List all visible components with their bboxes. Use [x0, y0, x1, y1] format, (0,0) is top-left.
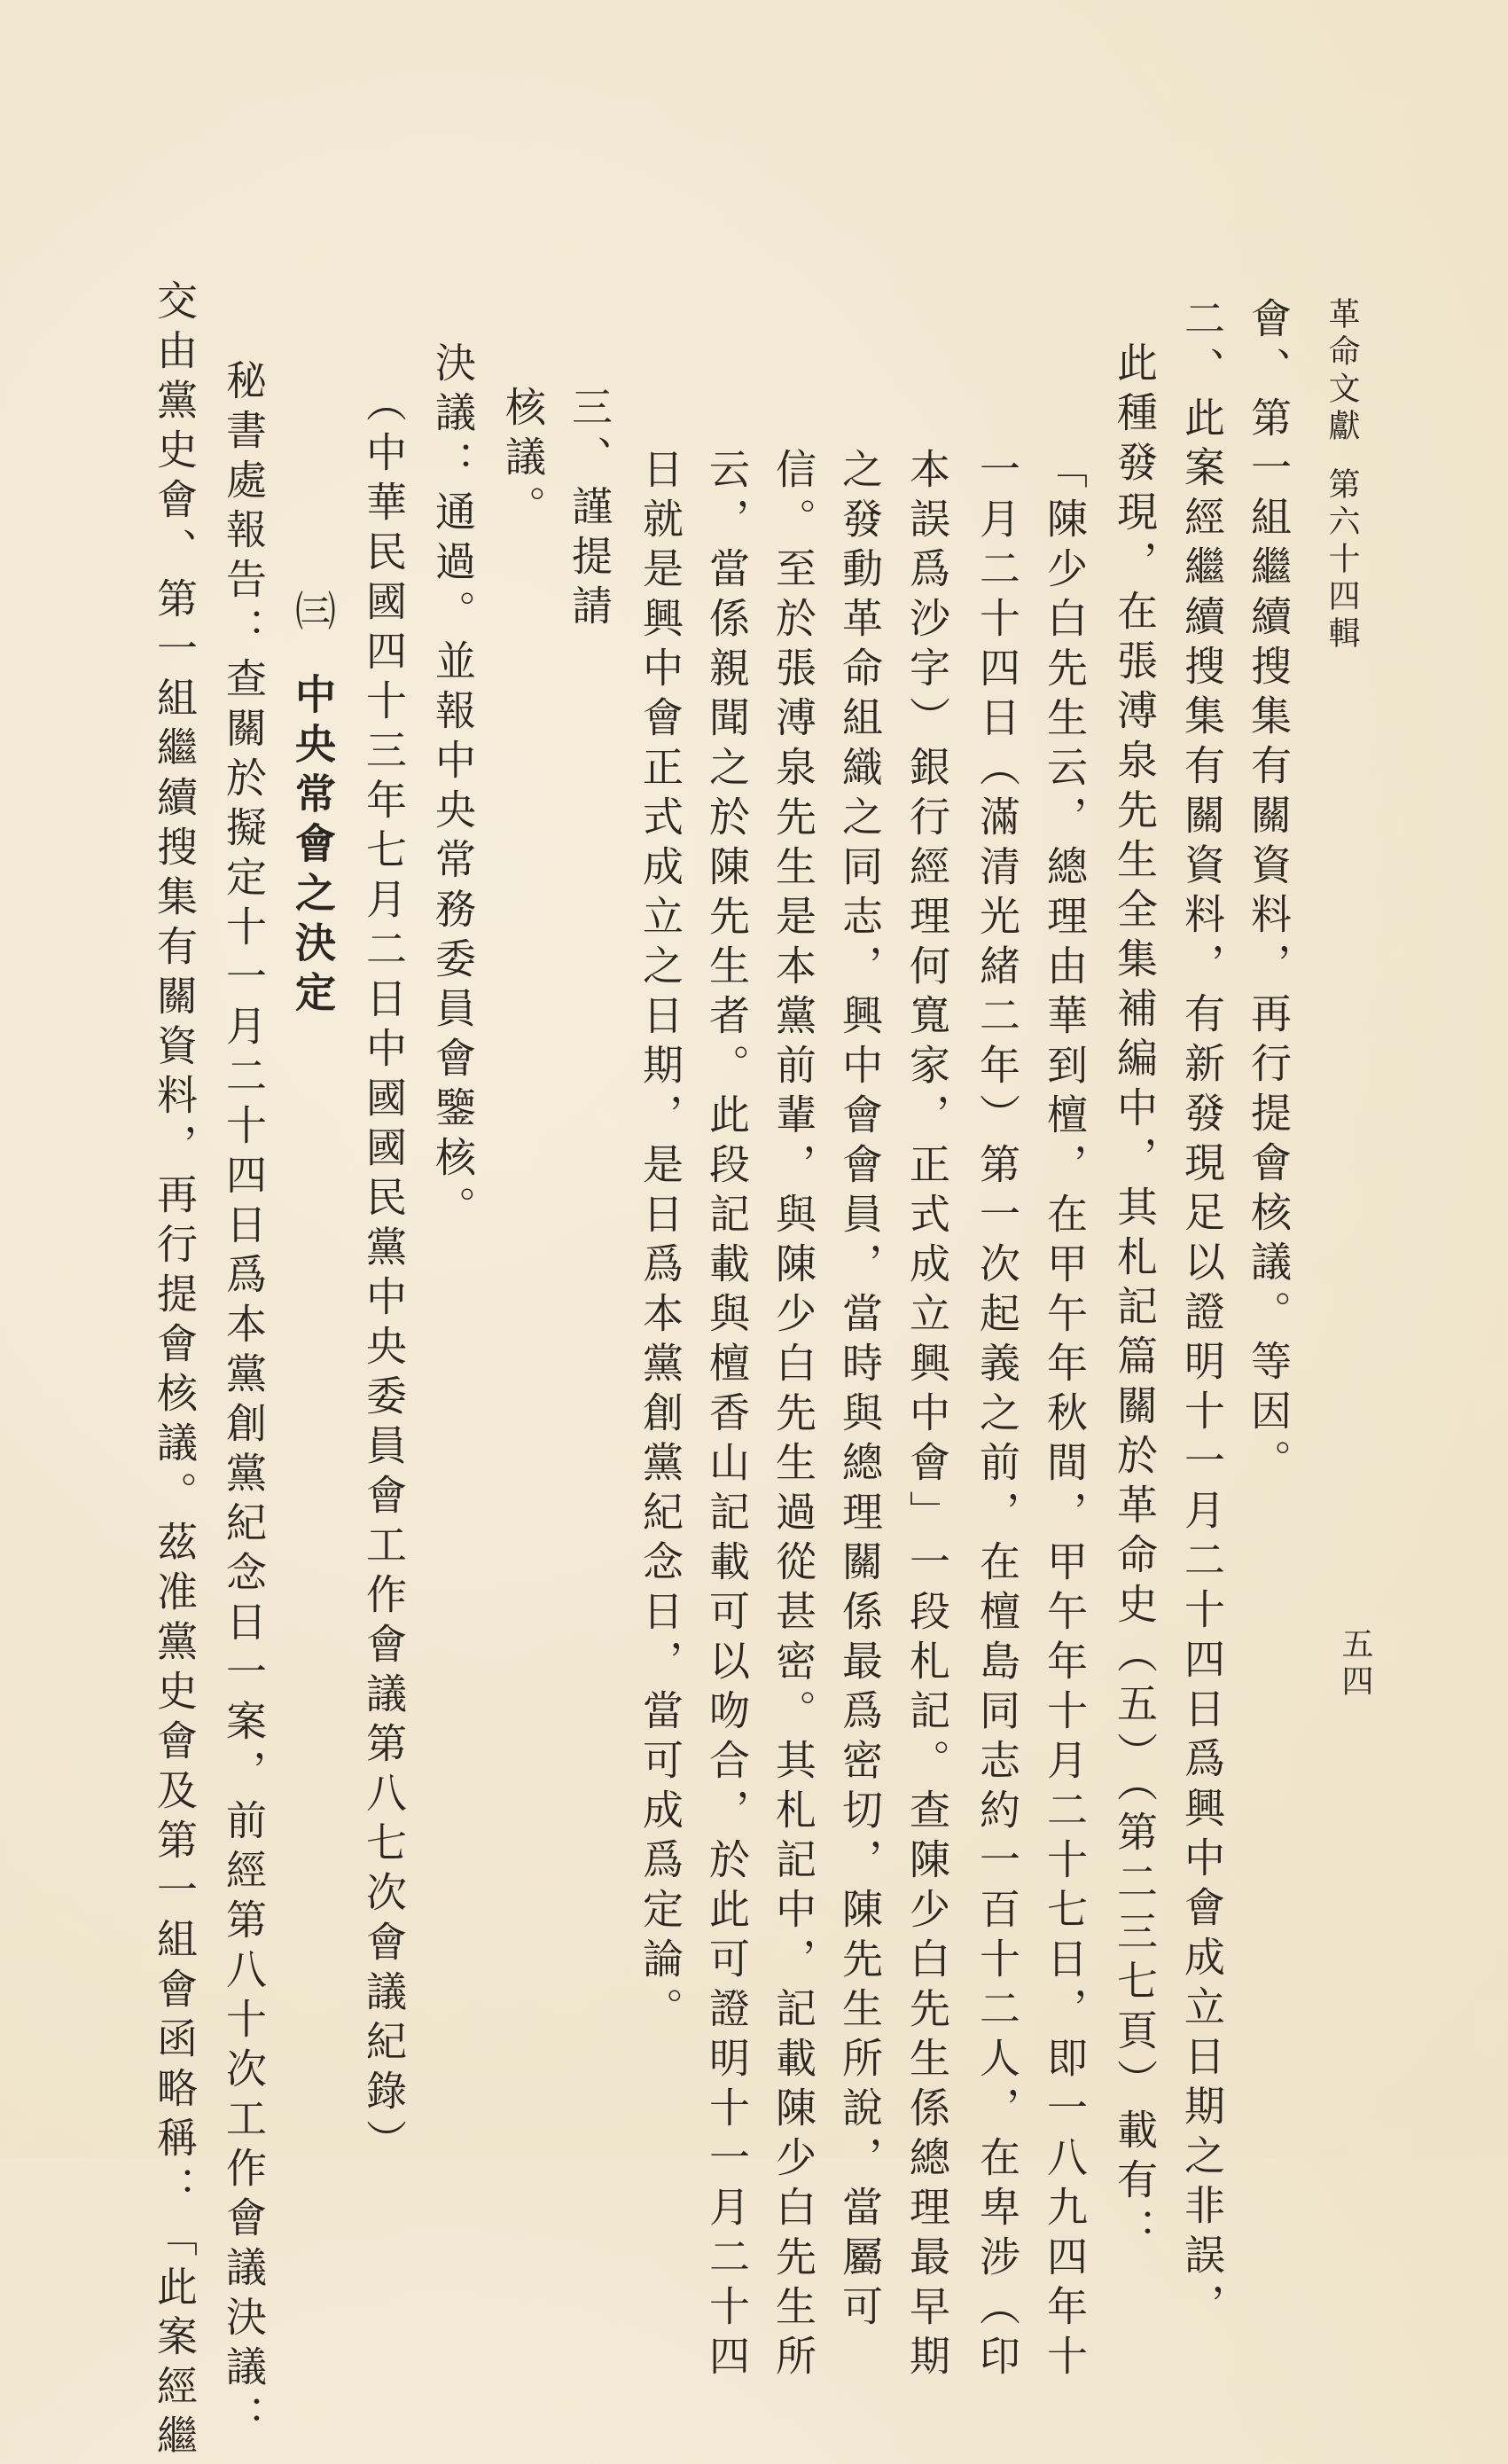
text-column-review: 核議。 [499, 386, 547, 535]
text-column-9: 云，當係親聞之於陳先生者。此段記載與檀香山記載可以吻合，於此可證明十一月二十四 [703, 448, 751, 2384]
resolution-text: 決議：通過。並報中央常務委員會鑒核。 [429, 341, 477, 1235]
section-three-heading: 三、謹提請 [566, 386, 613, 634]
text-column-8: 信。至於張溥泉先生是本黨前輩，與陳少白先生過從甚密。其札記中，記載陳少白先生所 [770, 448, 817, 2384]
book-title: 革命文獻 [1324, 297, 1360, 446]
text-column-6: 本誤爲沙字）銀行經理何寬家，正式成立興中會」一段札記。查陳少白先生係總理最早期 [903, 448, 951, 2384]
subsection-title: 中央常會之決定 [289, 673, 337, 1021]
text-column-2: 二、此案經繼續搜集有關資料，有新發現足以證明十一月二十四日爲興中會成立日期之非誤， [1178, 297, 1226, 2333]
text-column-last: 交由黨史會、第一組繼續搜集有關資料，再行提會核議。茲准黨史會及第一組會函略稱：「此案經繼 [151, 279, 199, 2464]
text-column-1: 會、第一組繼續搜集有關資料，再行提會核議。等因。 [1245, 297, 1293, 1489]
text-column-secretariat-report: 秘書處報告：查關於擬定十一月二十四日爲本黨創黨紀念日一案，前經第八十次工作會議決議： [220, 359, 268, 2444]
text-column-4: 「陳少白先生云，總理由華到檀，在甲午年秋間，甲午年十月二十七日，即一八九四年十 [1041, 448, 1089, 2384]
subsection-heading [289, 590, 337, 1021]
volume-number: 第六十四輯 [1324, 467, 1360, 653]
subsection-number: ㈢ [289, 590, 337, 639]
text-column-3: 此種發現，在張溥泉先生全集補編中，其札記篇關於革命史（五）（第二三七頁）載有： [1111, 341, 1159, 2257]
text-column-10: 日就是興中會正式成立之日期，是日爲本黨創黨紀念日，當可成爲定論。 [637, 448, 684, 2037]
text-column-5: 一月二十四日（滿清光緒二年）第一次起義之前，在檀島同志約一百十二人，在卑涉（印 [973, 448, 1021, 2384]
text-column-7: 之發動革命組織之同志，興中會會員，當時與總理關係最爲密切，陳先生所說，當屬可 [836, 448, 884, 2335]
meeting-record-citation: （中華民國四十三年七月二日中國國民黨中央委員會工作會議第八七次會議紀錄） [360, 381, 408, 2169]
page-number: 五四 [1337, 1627, 1373, 1701]
running-header [1324, 297, 1360, 653]
